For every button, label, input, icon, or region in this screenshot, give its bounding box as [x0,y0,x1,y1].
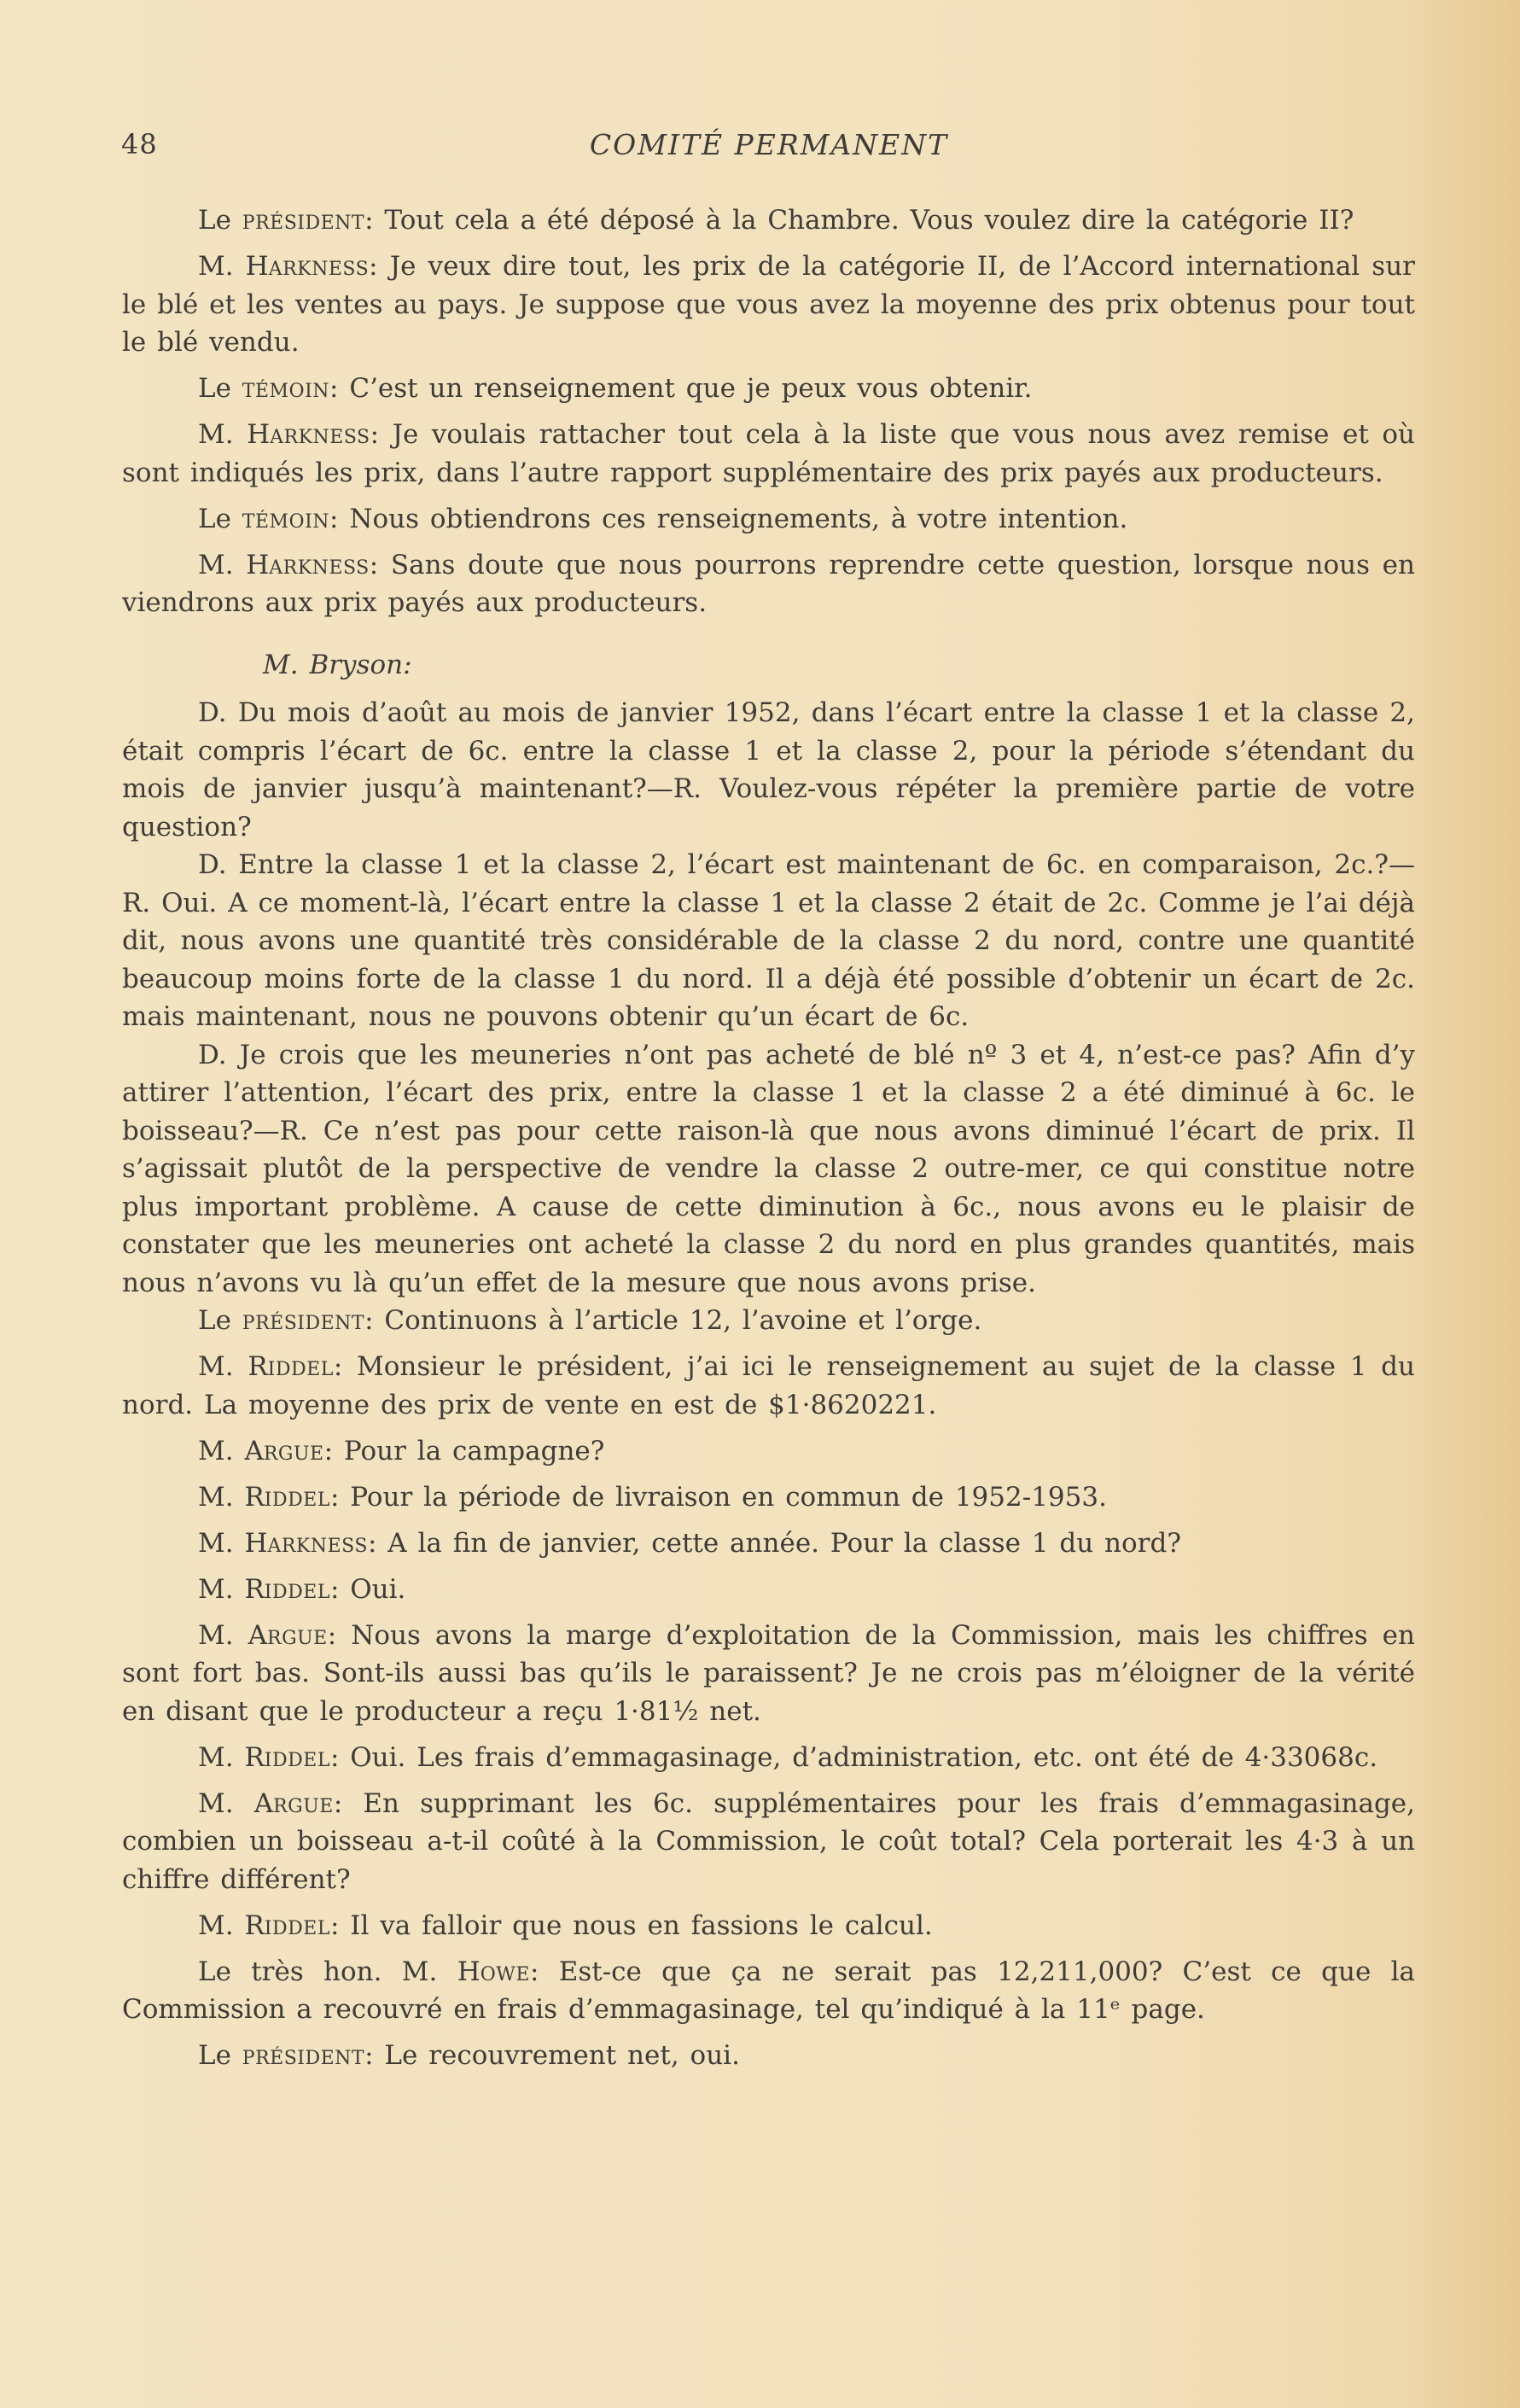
speech-text: Pour la campagne? [343,1435,605,1466]
speech-text: Nous obtiendrons ces renseignements, à votre intention. [349,503,1128,534]
speaker-separator: : [329,1481,351,1513]
question-answer-paragraph: D. Je crois que les meuneries n’ont pas acheté de blé nº 3 et 4, n’est-ce pas? Afin d’y attirer l’attention, l’écart des prix, entre la classe 1 et la classe 2 a été diminué à 6c. le boisseau?—R. Ce n’est pas pour cette raison-là que nous avons diminué l’écart de prix. Il s’agissait plutôt de la perspective de vendre la classe 2 outre-mer, ce qui constitue notre plus important problème. A cause de cette diminution à 6c., nous avons eu le plaisir de constater que les meuneries ont acheté la classe 2 du nord en plus grandes quantités, mais nous n’avons vu là qu’un effet de la mesure que nous avons prise. [122,1039,1415,1298]
speaker-name: témoin [242,373,330,404]
speaker-prefix: Le [198,1305,242,1336]
speech-text: Continuons à l’article 12, l’avoine et l’orge. [384,1305,982,1336]
speaker-prefix: M. H [198,251,269,282]
speaker-name: rgue [263,1435,324,1466]
speaker-name: arkness [269,549,370,580]
speaker-prefix: Le très hon. M. H [198,1956,480,1987]
speaker-separator: : [369,251,390,282]
dialogue-paragraph [122,1739,1415,1777]
dialogue-paragraph [122,416,1415,492]
speaker-prefix: M. H [198,549,270,580]
speech-text: Est-ce que ça ne serait pas 12,211,000? C’est ce que la Commission a recouvré en frais d’emmagasinage, tel qu’indiqué à la 11ᵉ page. [122,1956,1415,2025]
dialogue-paragraph [122,1478,1415,1517]
dialogue-group-1 [122,201,1415,622]
page-header [121,128,1417,171]
speech-text: Sans doute que nous pourrons reprendre cette question, lorsque nous en viendrons aux prix payés aux producteurs. [122,549,1415,618]
speaker-separator: : [364,2040,385,2071]
speaker-separator: : [529,1956,559,1987]
dialogue-paragraph [122,1348,1415,1424]
speech-text: Oui. [350,1573,406,1605]
dialogue-paragraph [122,1525,1415,1563]
speech-text: Je veux dire tout, les prix de la catégorie II, de l’Accord international sur le blé et les ventes au pays. Je suppose que vous avez la moyenne des prix obtenus pour tout le blé vendu. [122,251,1415,358]
speaker-name: président [242,2040,365,2071]
dialogue-group-2 [122,1302,1415,2075]
speaker-separator: : [329,1741,351,1773]
speaker-separator: : [329,1573,351,1605]
speech-text: En supprimant les 6c. supplémentaires pour les frais d’emmagasinage, combien un boisseau a-t-il coûté à la Commission, le coût total? Cela porterait les 4·3 à un chiffre différent? [122,1787,1415,1895]
speaker-name: président [242,205,365,236]
question-group [122,694,1415,1302]
speaker-separator: : [367,1527,388,1559]
speaker-prefix: Le [198,373,242,404]
dialogue-paragraph [122,1571,1415,1609]
speaker-prefix: M. R [198,1351,268,1382]
speaker-name: iddel [267,1351,334,1382]
speaker-prefix: M. A [198,1435,264,1466]
speaker-prefix: M. A [198,1619,267,1651]
speaker-separator: : [333,1787,364,1819]
dialogue-paragraph [122,1785,1415,1899]
speaker-separator: : [364,205,385,236]
dialogue-paragraph [122,1907,1415,1945]
speaker-prefix: M. R [198,1481,265,1513]
speaker-prefix: M. R [198,1909,265,1941]
speaker-name: rgue [267,1619,328,1651]
question-answer-paragraph: D. Du mois d’août au mois de janvier 1952, dans l’écart entre la classe 1 et la classe 2, était compris l’écart de 6c. entre la classe 1 et la classe 2, pour la période s’étendant du mois de janvier jusqu’à maintenant?—R. Voulez-vous répéter la première partie de votre question? [122,697,1415,843]
speaker-separator: : [323,1435,344,1466]
dialogue-paragraph [122,500,1415,539]
question-answer-paragraph: D. Entre la classe 1 et la classe 2, l’écart est maintenant de 6c. en comparaison, 2c.?—R. Oui. A ce moment-là, l’écart entre la classe 1 et la classe 2 était de 2c. Comme je l’ai déjà dit, nous avons une quantité très considérable de la classe 2 du nord, contre une quantité beaucoup moins forte de la classe 1 du nord. Il a déjà été possible d’obtenir un écart de 2c. mais maintenant, nous ne pouvons obtenir qu’un écart de 6c. [122,849,1415,1032]
speaker-name: iddel [264,1909,330,1941]
speaker-separator: : [364,1305,385,1336]
dialogue-paragraph [122,201,1415,240]
speech-text: A la fin de janvier, cette année. Pour la classe 1 du nord? [387,1527,1181,1559]
speaker-prefix: Le [198,205,242,236]
speaker-name: iddel [264,1481,330,1513]
dialogue-paragraph [122,370,1415,408]
speaker-separator: : [329,1909,351,1941]
speaker-prefix: M. A [198,1787,274,1819]
speech-text: Pour la période de livraison en commun de 1952-1953. [350,1481,1107,1513]
dialogue-paragraph [122,2037,1415,2075]
speaker-prefix: Le [198,2040,242,2071]
dialogue-paragraph [122,1953,1415,2029]
speaker-prefix: M. R [198,1573,265,1605]
speech-text: Tout cela a été déposé à la Chambre. Vous voulez dire la catégorie II? [384,205,1354,236]
speaker-name: iddel [264,1741,330,1773]
speaker-prefix: M. H [198,419,271,450]
speaker-separator: : [333,1351,357,1382]
speaker-name: témoin [242,503,330,534]
dialogue-paragraph [122,248,1415,362]
page-number: 48 [121,128,158,160]
speech-text: Monsieur le président, j’ai ici le renseignement au sujet de la classe 1 du nord. La moyenne des prix de vente en est de $1·8620221. [122,1351,1415,1420]
speaker-separator: : [329,503,350,534]
dialogue-paragraph [122,546,1415,622]
speech-text: Nous avons la marge d’exploitation de la Commission, mais les chiffres en sont fort bas. Sont-ils aussi bas qu’ils le paraissent? Je ne crois pas m’éloigner de la vérité en disant que le producteur a reçu 1·81½ net. [122,1619,1415,1727]
speaker-name: arkness [270,419,370,450]
speaker-name: arkness [267,1527,368,1559]
speaker-separator: : [370,419,393,450]
dialogue-paragraph [122,1302,1415,1340]
speaker-name: président [242,1305,365,1336]
speaker-prefix: Le [198,503,242,534]
dialogue-paragraph [122,1617,1415,1731]
speaker-name: rgue [273,1787,334,1819]
speaker-separator: : [329,373,350,404]
speaker-prefix: M. H [198,1527,268,1559]
speaker-prefix: M. R [198,1741,265,1773]
subhead: M. Bryson: [263,649,412,680]
speaker-separator: : [369,549,391,580]
speech-text: Je voulais rattacher tout cela à la liste que vous nous avez remise et où sont indiqués les prix, dans l’autre rapport supplémentaire des prix payés aux producteurs. [122,419,1415,488]
speech-text: Oui. Les frais d’emmagasinage, d’administration, etc. ont été de 4·33068c. [350,1741,1378,1773]
dialogue-paragraph [122,1432,1415,1471]
document-body [122,201,1415,2083]
speech-text: C’est un renseignement que je peux vous obtenir. [349,373,1033,404]
speaker-separator: : [327,1619,352,1651]
speech-text: Il va falloir que nous en fassions le calcul. [350,1909,933,1941]
speaker-name: iddel [264,1573,330,1605]
running-head: COMITÉ PERMANENT [589,128,949,161]
speaker-name: arkness [268,251,370,282]
speech-text: Le recouvrement net, oui. [384,2040,740,2071]
speaker-name: owe [480,1956,530,1987]
